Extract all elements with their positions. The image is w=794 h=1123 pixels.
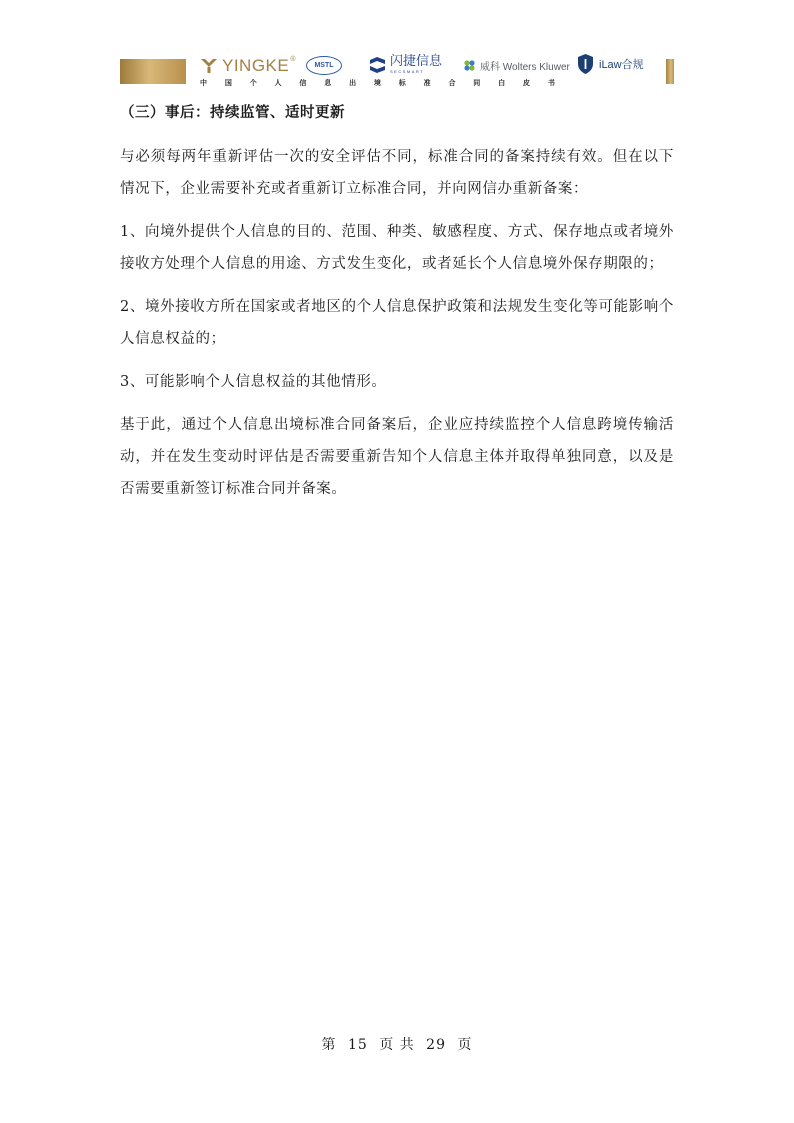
subtitle-char: 个 bbox=[249, 79, 257, 87]
mstl-logo bbox=[306, 56, 342, 75]
shanjie-logo bbox=[368, 55, 442, 74]
shanjie-logo-text: 闪捷信息 bbox=[390, 54, 443, 69]
ilaw-logo bbox=[577, 53, 644, 75]
header-gold-bar-left bbox=[120, 59, 186, 84]
list-item-3: 3、可能影响个人信息权益的其他情形。 bbox=[120, 374, 387, 390]
shanjie-logo-subtext: SECSMART bbox=[390, 69, 425, 74]
conclusion-paragraph: 基于此，通过个人信息出境标准合同备案后，企业应持续监控个人信息跨境传输活动，并在发生变动时评估是否需要重新告知个人信息主体并取得单独同意，以及是否需要重新签订标准合同并备案。 bbox=[120, 417, 674, 497]
subtitle-char: 信 bbox=[299, 79, 307, 87]
page-number-mid: 页 共 bbox=[379, 1037, 415, 1053]
yingke-logo-text: YINGKE bbox=[222, 56, 290, 75]
subtitle-char: 白 bbox=[498, 79, 506, 87]
wolters-kluwer-logo-text: 威科 Wolters Kluwer bbox=[480, 62, 570, 73]
page-content bbox=[120, 98, 674, 516]
subtitle-char: 出 bbox=[349, 79, 357, 87]
header-subtitle bbox=[200, 78, 555, 88]
page-number-suffix: 页 bbox=[457, 1037, 473, 1053]
header-gold-bar-right bbox=[666, 59, 674, 84]
subtitle-char: 皮 bbox=[522, 79, 530, 87]
yingke-registered-mark: ® bbox=[290, 56, 296, 63]
subtitle-char: 准 bbox=[423, 79, 431, 87]
section-heading: （三）事后：持续监管、适时更新 bbox=[120, 104, 345, 121]
subtitle-char: 人 bbox=[274, 79, 282, 87]
subtitle-char: 国 bbox=[224, 79, 232, 87]
ilaw-logo-text: iLaw合规 bbox=[599, 59, 644, 71]
subtitle-char: 境 bbox=[373, 79, 381, 87]
subtitle-char: 合 bbox=[448, 79, 456, 87]
subtitle-char: 标 bbox=[398, 79, 406, 87]
subtitle-char: 中 bbox=[200, 79, 207, 87]
shanjie-logo-icon bbox=[368, 56, 387, 74]
page-header bbox=[0, 0, 794, 100]
ilaw-shield-icon bbox=[577, 53, 594, 75]
intro-paragraph: 与必须每两年重新评估一次的安全评估不同，标准合同的备案持续有效。但在以下情况下，企业需要补充或者重新订立标准合同，并向网信办重新备案： bbox=[120, 149, 674, 197]
page-footer bbox=[0, 1034, 794, 1054]
yingke-logo bbox=[200, 56, 295, 76]
page-number-prefix: 第 bbox=[321, 1037, 337, 1053]
current-page-number: 15 bbox=[347, 1037, 368, 1053]
total-page-count: 29 bbox=[426, 1037, 446, 1053]
yingke-logo-icon bbox=[200, 58, 218, 74]
subtitle-char: 书 bbox=[547, 79, 555, 87]
mstl-logo-text: MSTL bbox=[306, 56, 342, 75]
wolters-kluwer-logo bbox=[463, 58, 570, 73]
list-item-2: 2、境外接收方所在国家或者地区的个人信息保护政策和法规发生变化等可能影响个人信息权益的； bbox=[120, 299, 674, 347]
subtitle-char: 息 bbox=[324, 79, 332, 87]
wolters-kluwer-logo-icon bbox=[463, 59, 476, 72]
subtitle-char: 同 bbox=[473, 79, 481, 87]
list-item-1: 1、向境外提供个人信息的目的、范围、种类、敏感程度、方式、保存地点或者境外接收方处理个人信息的用途、方式发生变化，或者延长个人信息境外保存期限的； bbox=[120, 224, 674, 272]
